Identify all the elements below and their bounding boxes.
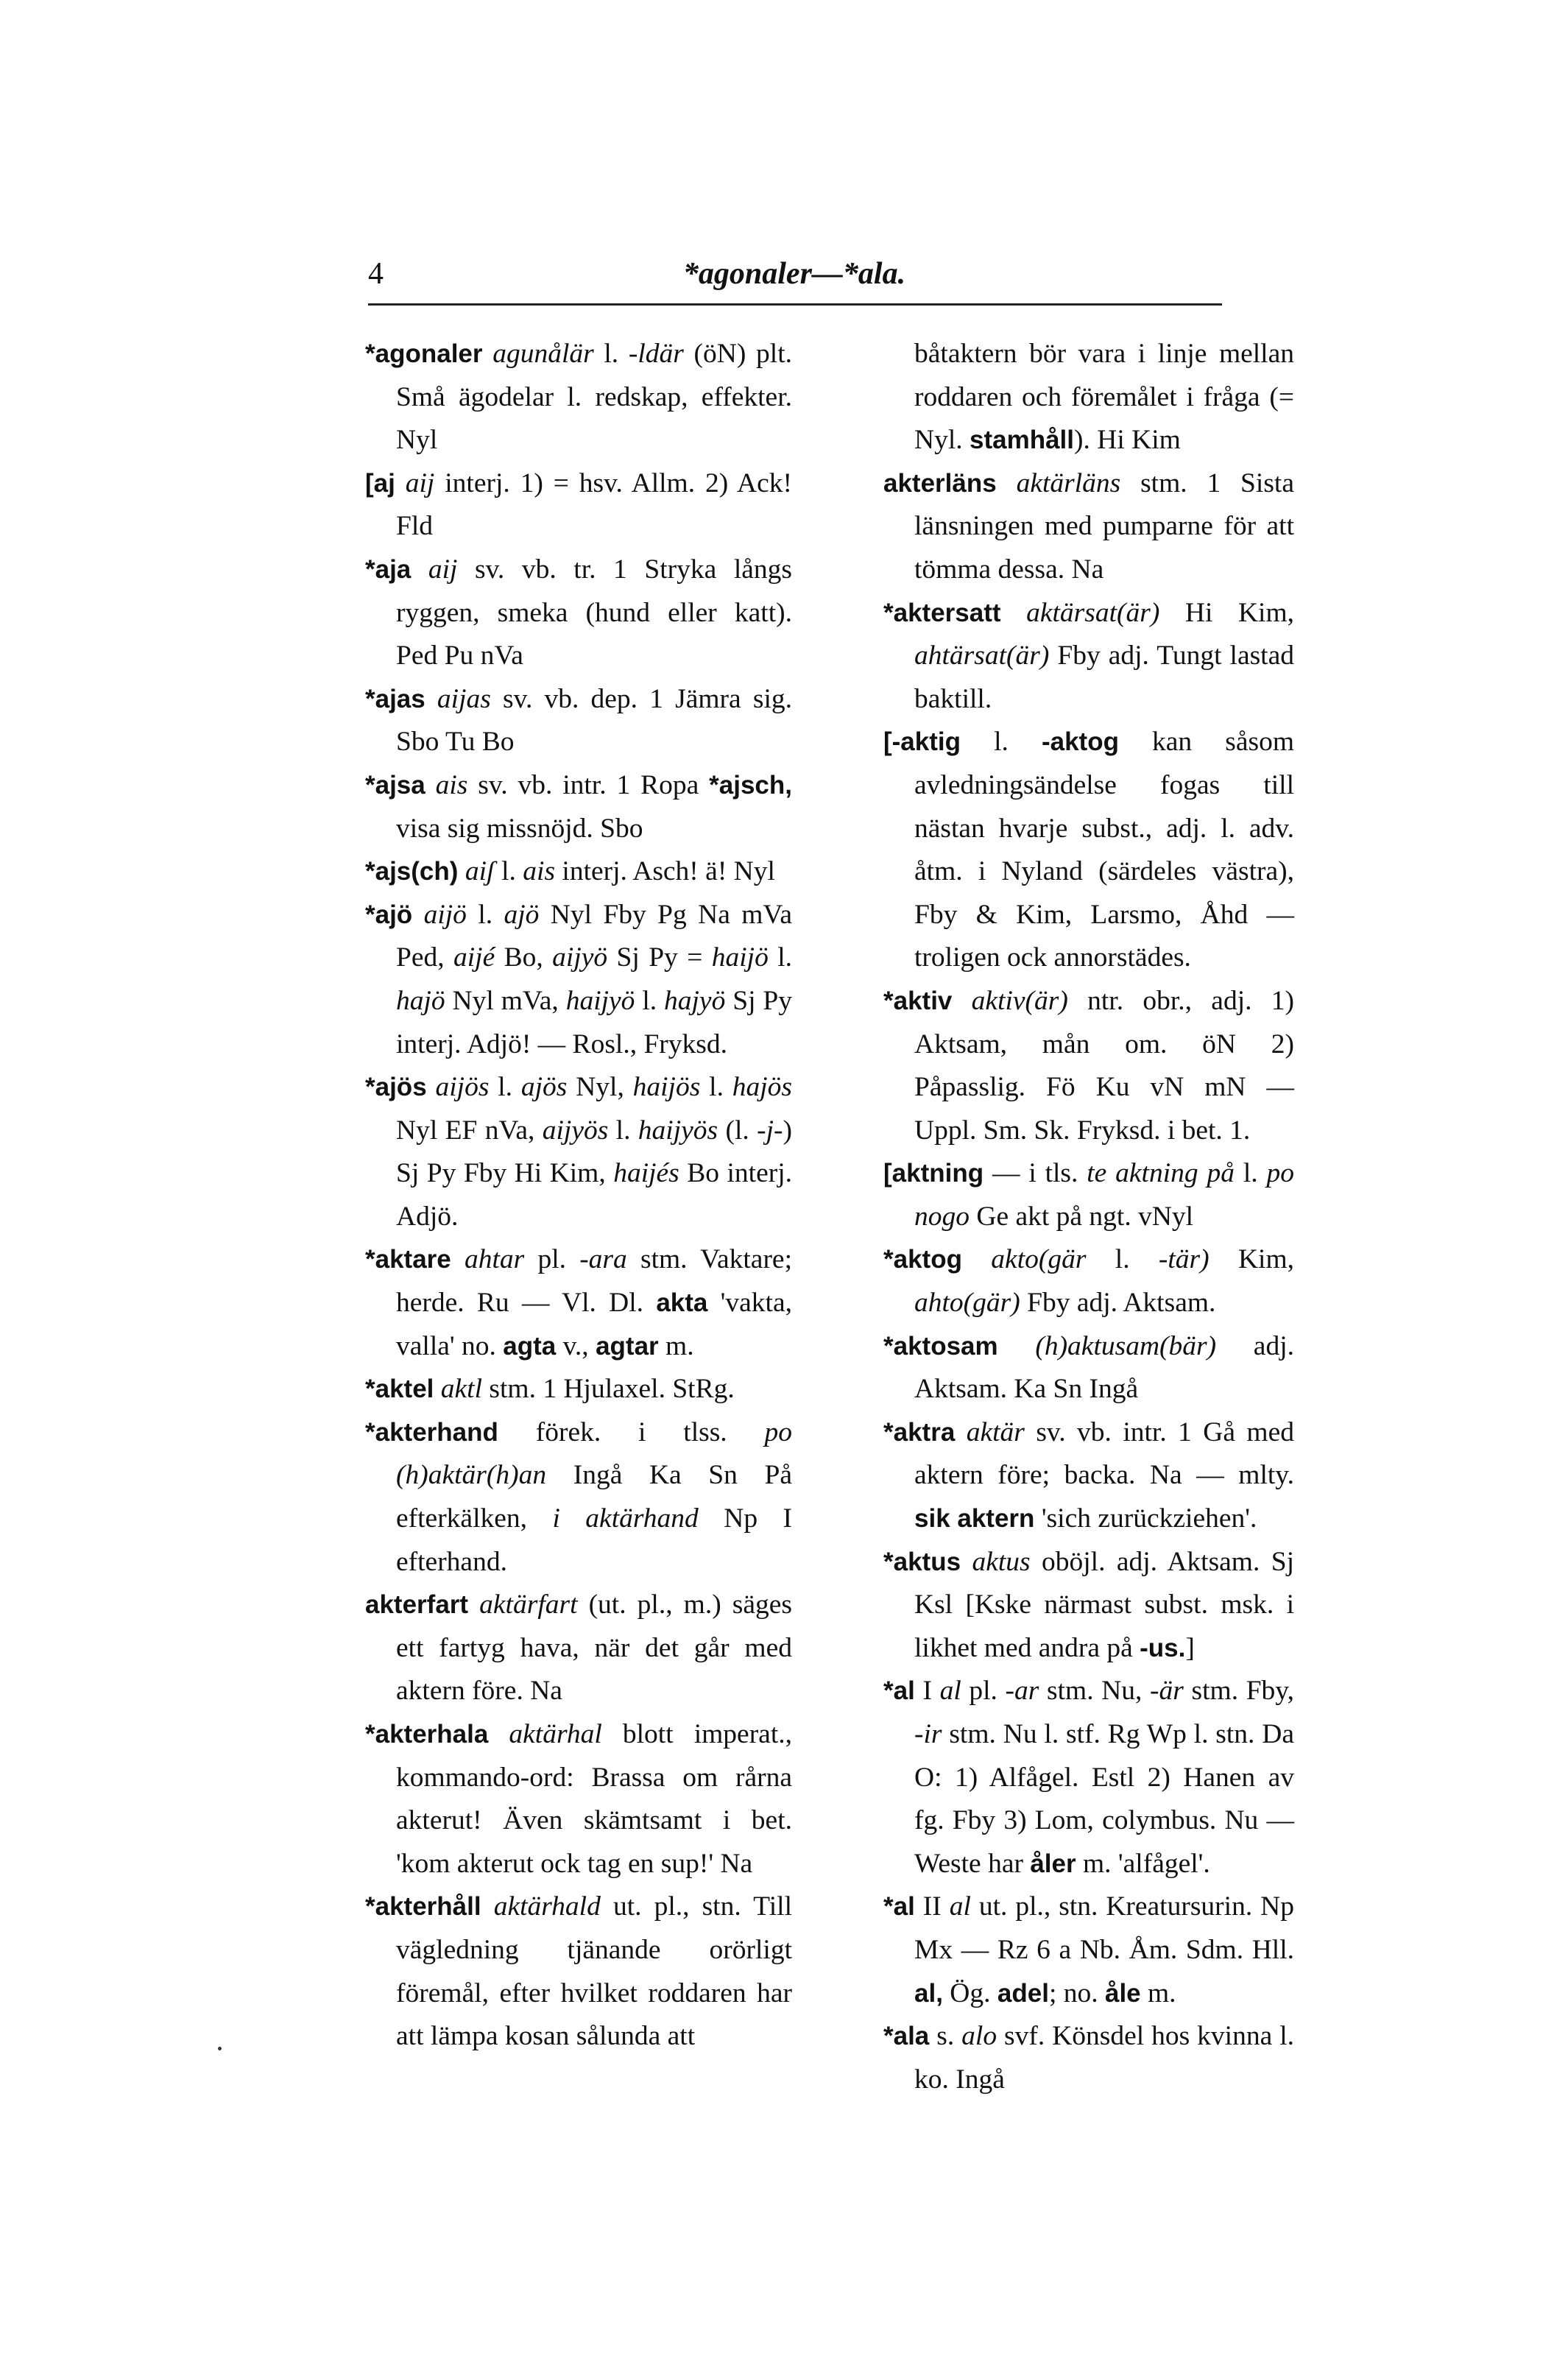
phonetic: ajös: [520, 1072, 568, 1103]
entry-text: ]: [1185, 1632, 1195, 1663]
phonetic: ahtar: [464, 1244, 525, 1275]
entry-text: ; no.: [1048, 1978, 1105, 2008]
entry-text: (öN) plt. Små ägodelar l. redskap, effekter. Nyl: [396, 339, 792, 456]
phonetic: -ar: [1005, 1676, 1039, 1707]
entry-aktel: [365, 1368, 792, 1411]
entry-aktare: [365, 1238, 792, 1368]
phonetic: ais: [435, 769, 468, 800]
entry-text: interj. 1) = hsv. Allm. 2) Ack! Fld: [396, 468, 792, 542]
entry-text: ut. pl., stn. Kreatursurin. Np Mx — Rz 6 a Nb. Åm. Sdm. Hll.: [914, 1891, 1294, 1965]
entry-text: l.: [635, 985, 665, 1016]
entry-aktersatt: [883, 592, 1294, 722]
entry-text: stm. Vaktare; herde. Ru — Vl. Dl.: [396, 1244, 792, 1319]
phonetic: aktär: [966, 1417, 1025, 1447]
headword: *ala: [883, 2022, 930, 2051]
headword: *ajös: [365, 1073, 427, 1102]
entry-text: m. 'alfågel'.: [1076, 1848, 1210, 1879]
headword: *ajs(ch): [365, 857, 459, 886]
headword: agtar: [596, 1331, 659, 1361]
phonetic: aktärläns: [1016, 468, 1121, 498]
phonetic: ais: [523, 856, 556, 887]
entry-text: förek. i tlss.: [498, 1417, 765, 1447]
headword: *ajsa: [365, 770, 425, 800]
entry-text: Nyl EF nVa,: [396, 1115, 543, 1146]
headword: *aktus: [883, 1547, 961, 1576]
entry-text: sv. vb. intr. 1 Ropa: [467, 769, 710, 800]
entry-aktning: [883, 1152, 1294, 1238]
headword: adel: [997, 1978, 1049, 2008]
phonetic: ahto(gär): [914, 1288, 1020, 1319]
entry-akterfart: [365, 1584, 792, 1713]
running-head: *agonaler—*ala.: [682, 257, 906, 291]
entry-text: l.: [489, 1072, 521, 1103]
entry-ala: [883, 2015, 1294, 2101]
phonetic: aktiv(är): [971, 985, 1068, 1016]
entry-text: Ög.: [942, 1978, 997, 2008]
entry-text: ntr. obr., adj. 1) Aktsam, mån om. öN 2) Påpasslig. Fö Ku vN mN — Uppl. Sm. Sk. Fryksd. i bet. 1.: [914, 985, 1294, 1146]
phonetic: aijö: [423, 899, 467, 930]
phonetic: haijyös: [638, 1115, 718, 1146]
phonetic: aijas: [437, 683, 491, 714]
phonetic: -tär): [1158, 1244, 1209, 1275]
entry-ajas: [365, 678, 792, 764]
phonetic: te aktning på: [1087, 1158, 1235, 1189]
entry-text: Sj Py interj. Adjö! — Rosl., Fryksd.: [396, 985, 792, 1059]
entry-text: blott imperat., kommando-ord: Brassa om rårna akterut! Även skämtsamt i bet. 'kom akterut ock tag en sup!' Na: [396, 1719, 792, 1879]
phonetic: aktl: [440, 1374, 483, 1405]
homonym-number: II: [914, 1891, 950, 1922]
headword: [-aktig: [883, 727, 961, 757]
entry-aja: [365, 548, 792, 678]
entry-text: Hi Kim,: [1159, 597, 1295, 628]
entry-text: Nyl Fby Pg Na mVa Ped,: [396, 899, 793, 973]
headword: *aja: [365, 554, 412, 584]
entry-text: Bo interj. Adjö.: [396, 1158, 793, 1232]
entry-text: Fby adj. Tungt lastad baktill.: [914, 641, 1294, 714]
entry-text: Nyl,: [567, 1072, 633, 1103]
entry-text: stm. Nu,: [1039, 1676, 1151, 1707]
phonetic: aij: [405, 468, 435, 498]
entry-text: l.: [1086, 1244, 1159, 1275]
entry-akterlans: [883, 462, 1294, 592]
entry-aktus: [883, 1541, 1294, 1671]
entry-text: ) Sj Py Fby Hi Kim,: [396, 1115, 792, 1189]
entry-al-1: [883, 1670, 1294, 1885]
entry-text: 'sich zurückziehen'.: [1034, 1503, 1257, 1534]
entry-text: Fby adj. Aktsam.: [1020, 1288, 1216, 1319]
headword: -aktog: [1041, 727, 1119, 757]
headword: -us.: [1140, 1633, 1186, 1662]
phonetic: aijyös: [542, 1115, 609, 1146]
headword: akterfart: [365, 1590, 469, 1620]
phonetic: po (h)aktär(h)an: [396, 1417, 792, 1491]
headword: *al: [883, 1892, 915, 1922]
entry-text: adj. Aktsam. Ka Sn Ingå: [914, 1330, 1294, 1405]
headword: agta: [503, 1331, 557, 1361]
entry-text: v.,: [556, 1330, 596, 1361]
entry-ajsa: [365, 764, 792, 850]
entry-text: Ge akt på ngt. vNyl: [970, 1201, 1194, 1232]
entry-aktig: [883, 721, 1294, 980]
phonetic: ahtärsat(är): [914, 641, 1050, 671]
entry-aktra: [883, 1411, 1294, 1541]
entry-text: s.: [936, 2021, 962, 2052]
headword: [aj: [365, 468, 395, 498]
phonetic: akto(gär: [991, 1244, 1087, 1275]
entry-text: oböjl. adj. Aktsam. Sj Ksl [Kske närmast subst. msk. i likhet med andra på: [914, 1546, 1294, 1663]
phonetic: aktärsat(är): [1026, 597, 1160, 628]
phonetic: al: [939, 1676, 961, 1707]
headword: *akterhala: [365, 1720, 489, 1749]
phonetic: haijyö: [565, 985, 635, 1016]
entry-text: Bo,: [495, 942, 553, 973]
entry-text: Nyl mVa,: [445, 985, 566, 1016]
stray-ink-mark: [218, 2047, 222, 2050]
phonetic: po nogo: [914, 1158, 1294, 1232]
entry-text: båtaktern bör vara i linje mellan roddaren och föremålet i fråga (= Nyl.: [914, 339, 1294, 456]
entry-text: m.: [658, 1330, 694, 1361]
phonetic: aijyö: [552, 942, 608, 973]
headword: *aktosam: [883, 1331, 998, 1361]
phonetic: (h)aktusam(bär): [1035, 1330, 1217, 1361]
entry-ajos: [365, 1066, 792, 1238]
page-header: [368, 256, 1221, 300]
headword: *ajsch,: [709, 770, 793, 800]
phonetic: haijös: [632, 1072, 701, 1103]
entry-text: stm. Nu l. stf. Rg Wp l. stn. Da O: 1) Alfågel. Estl 2) Hanen av fg. Fby 3) Lom, colymbus. Nu — Weste har: [914, 1719, 1294, 1879]
entry-text: m.: [1140, 1978, 1176, 2008]
entry-aktog: [883, 1238, 1294, 1324]
headword: akta: [656, 1288, 708, 1318]
entry-text: Sj Py =: [607, 942, 712, 973]
entry-akterhala: [365, 1713, 792, 1885]
entry-text: Ingå Ka Sn På efterkälken,: [396, 1460, 792, 1534]
entry-text: visa sig missnöjd. Sbo: [396, 813, 643, 844]
phonetic: -ir: [914, 1719, 942, 1749]
phonetic: agunålär: [492, 339, 594, 369]
entry-aktiv: [883, 980, 1294, 1152]
entry-text: stm. 1 Sista länsningen med pumparne för att tömma dessa. Na: [914, 468, 1294, 585]
entry-continuation: [883, 333, 1294, 462]
entry-text: l.: [700, 1072, 732, 1103]
headword: *akterhand: [365, 1417, 498, 1447]
phonetic: al: [949, 1891, 971, 1922]
headword: al,: [914, 1978, 943, 2008]
entry-text: l.: [768, 942, 793, 973]
entry-text: l.: [608, 1115, 638, 1146]
entry-text: l.: [593, 339, 629, 369]
homonym-number: I: [914, 1676, 940, 1707]
phonetic: haijés: [613, 1158, 679, 1189]
entry-text: interj. Asch! ä! Nyl: [555, 856, 775, 887]
phonetic: i aktärhand: [552, 1503, 699, 1534]
headword: *ajö: [365, 900, 413, 929]
phonetic: -är: [1150, 1676, 1184, 1707]
entry-text: l.: [494, 856, 523, 887]
entry-agonaler: [365, 333, 792, 462]
entry-text: l.: [1235, 1158, 1267, 1189]
phonetic: haijö: [711, 942, 769, 973]
entry-text: (l.: [718, 1115, 757, 1146]
entry-aj: [365, 462, 792, 548]
headword: *aktog: [883, 1245, 962, 1274]
entry-text: — i tls.: [983, 1158, 1087, 1189]
entry-ajsch: [365, 850, 792, 894]
phonetic: aiʃ: [465, 856, 495, 887]
phonetic: aktus: [972, 1546, 1031, 1577]
phonetic: alo: [961, 2021, 997, 2052]
entry-text: sv. vb. intr. 1 Gå med aktern före; backa. Na — mlty.: [914, 1417, 1294, 1491]
headword: *aktiv: [883, 986, 953, 1015]
entry-text: Kim,: [1209, 1244, 1295, 1275]
phonetic: ajö: [504, 899, 540, 930]
entry-ajo: [365, 894, 792, 1066]
entry-text: sv. vb. dep. 1 Jämra sig. Sbo Tu Bo: [396, 683, 792, 758]
phonetic: aij: [428, 554, 458, 585]
entry-text: pl.: [961, 1676, 1006, 1707]
headword: [aktning: [883, 1159, 984, 1188]
entry-text: svf. Könsdel hos kvinna l. ko. Ingå: [914, 2021, 1294, 2095]
phonetic: -ldär: [628, 339, 684, 369]
entry-akterhand: [365, 1411, 792, 1584]
headword: *akterhåll: [365, 1892, 481, 1922]
phonetic: hajös: [732, 1072, 793, 1103]
phonetic: aijös: [435, 1072, 490, 1103]
entry-text: (ut. pl., m.) säges ett fartyg hava, när det går med aktern före. Na: [396, 1590, 792, 1707]
entry-text: 'vakta, valla' no.: [396, 1288, 792, 1361]
phonetic: hajö: [396, 985, 445, 1016]
entry-text: stm. Fby,: [1183, 1676, 1294, 1707]
entry-text: l.: [466, 899, 504, 930]
headword: *agonaler: [365, 339, 483, 368]
phonetic: aktärfart: [479, 1590, 578, 1620]
headword: *aktra: [883, 1417, 956, 1447]
entry-akterhall: [365, 1885, 792, 2058]
headword: åler: [1030, 1849, 1076, 1878]
entry-text: ). Hi Kim: [1074, 425, 1181, 456]
header-rule: [368, 303, 1222, 306]
phonetic: aktärhal: [509, 1719, 602, 1749]
entry-text: Np I efterhand.: [396, 1503, 792, 1577]
page-number: 4: [368, 257, 384, 291]
entry-text: stm. 1 Hjulaxel. StRg.: [482, 1374, 735, 1405]
phonetic: aktärhald: [493, 1891, 601, 1922]
headword: *aktersatt: [883, 598, 1001, 627]
entry-aktosam: [883, 1325, 1294, 1411]
headword: *al: [883, 1676, 915, 1706]
entry-text: kan såsom avledningsändelse fogas till nästan hvarje subst., adj. l. adv. åtm. i Nyland (särdeles västra), Fby & Kim, Larsmo, Åhd — troligen ock annorstädes.: [914, 727, 1294, 973]
right-column: [883, 333, 1294, 2101]
entry-al-2: [883, 1885, 1294, 2015]
headword: sik aktern: [914, 1504, 1035, 1534]
headword: akterläns: [883, 468, 997, 498]
entry-text: l.: [961, 727, 1042, 758]
entry-text: ut. pl., stn. Till vägledning tjänande orörligt föremål, efter hvilket roddaren har att lämpa kosan sålunda att: [396, 1891, 792, 2052]
headword: *aktel: [365, 1375, 434, 1404]
phonetic: aijé: [453, 942, 495, 973]
phonetic: -ara: [579, 1244, 627, 1275]
headword: *aktare: [365, 1245, 451, 1274]
phonetic: hajyö: [664, 985, 726, 1016]
headword: åle: [1104, 1978, 1141, 2008]
phonetic: -j-: [757, 1115, 783, 1146]
entry-text: pl.: [524, 1244, 580, 1275]
headword: *ajas: [365, 684, 425, 713]
left-column: [365, 333, 792, 2059]
headword: stamhåll: [970, 426, 1074, 455]
entry-text: sv. vb. tr. 1 Stryka långs ryggen, smeka (hund eller katt). Ped Pu nVa: [396, 554, 792, 671]
